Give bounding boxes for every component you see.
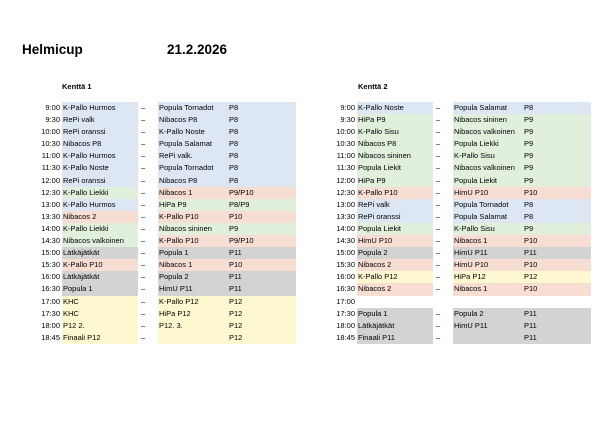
away-team: Popula Salamat: [453, 211, 521, 223]
away-team: Nibacos 1: [453, 283, 521, 295]
home-team: K-Pallo Liekki: [62, 187, 138, 199]
home-team: RePi oranssi: [357, 211, 433, 223]
match-level: P8: [521, 102, 591, 114]
home-team: K-Pallo P10: [357, 187, 433, 199]
match-dash: –: [436, 284, 441, 294]
match-time: 14:30: [336, 236, 355, 246]
away-team: K-Pallo P10: [158, 235, 226, 247]
match-time: 14:30: [41, 236, 60, 246]
match-level: P9/P10: [226, 187, 296, 199]
match-dash: –: [141, 199, 146, 209]
match-level: P8: [226, 102, 296, 114]
match-dash: –: [436, 236, 441, 246]
home-team: RePi valk: [357, 199, 433, 211]
match-level: P9: [521, 223, 591, 235]
home-team: K-Pallo Liekki: [62, 223, 138, 235]
away-team: HiPa P12: [158, 308, 226, 320]
match-time: 15:00: [336, 248, 355, 258]
tournament-name: Helmicup: [22, 42, 83, 57]
match-dash: –: [141, 332, 146, 342]
home-team: Popula 1: [62, 283, 138, 295]
match-level: P8: [226, 114, 296, 126]
match-level: P11: [226, 283, 296, 295]
match-time: 17:00: [336, 296, 355, 306]
match-dash: –: [436, 175, 441, 185]
away-team: Popula Liekki: [453, 138, 521, 150]
match-dash: –: [141, 223, 146, 233]
field-1-heading: Kenttä 1: [62, 82, 92, 91]
match-dash: –: [141, 211, 146, 221]
home-team: Nibacos P8: [357, 138, 433, 150]
home-team: Nibacos 2: [357, 283, 433, 295]
match-time: 16:00: [41, 272, 60, 282]
home-team: KHC: [62, 308, 138, 320]
match-level: P9: [521, 150, 591, 162]
match-dash: –: [141, 127, 146, 137]
home-team: Nibacos 2: [62, 211, 138, 223]
match-level: P11: [521, 247, 591, 259]
away-team: K-Pallo Sisu: [453, 223, 521, 235]
away-team: RePi valk.: [158, 150, 226, 162]
match-level: P9: [521, 138, 591, 150]
match-dash: –: [141, 308, 146, 318]
match-dash: –: [436, 211, 441, 221]
match-level: P8: [226, 150, 296, 162]
home-team: Finaali P12: [62, 332, 138, 344]
home-team: K-Pallo Noste: [357, 102, 433, 114]
match-dash: –: [141, 284, 146, 294]
match-time: 17:00: [41, 296, 60, 306]
home-team: Popula Liekit: [357, 223, 433, 235]
match-level: P8: [226, 126, 296, 138]
match-dash: –: [436, 127, 441, 137]
away-team: Nibacos valkoinen: [453, 126, 521, 138]
match-time: 9:00: [45, 103, 60, 112]
home-team: HiPa P9: [357, 175, 433, 187]
home-team: RePi oranssi: [62, 175, 138, 187]
away-team: Nibacos sininen: [158, 223, 226, 235]
match-time: 13:00: [336, 199, 355, 209]
match-time: 9:30: [45, 115, 60, 125]
match-dash: –: [141, 151, 146, 161]
away-team: Nibacos 1: [158, 187, 226, 199]
match-time: 14:00: [336, 223, 355, 233]
match-time: 9:30: [340, 115, 355, 125]
match-time: 18:45: [41, 332, 60, 342]
match-level: P9: [521, 175, 591, 187]
home-team: [357, 296, 433, 308]
tournament-date: 21.2.2026: [167, 42, 228, 57]
match-time: 10:00: [336, 127, 355, 137]
match-time: 10:00: [41, 127, 60, 137]
match-level: P10: [521, 259, 591, 271]
match-time: 18:00: [336, 320, 355, 330]
match-time: 11:30: [336, 163, 355, 173]
match-time: 16:30: [41, 284, 60, 294]
match-dash: –: [436, 139, 441, 149]
away-team: Popula Liekit: [453, 175, 521, 187]
home-team: K-Pallo P12: [357, 271, 433, 283]
match-time: 9:00: [340, 103, 355, 112]
match-dash: [436, 296, 444, 308]
away-team: K-Pallo Noste: [158, 126, 226, 138]
home-team: K-Pallo Hurmos: [62, 102, 138, 114]
match-level: P12: [521, 271, 591, 283]
match-time: 13:30: [336, 211, 355, 221]
away-team: Nibacos valkoinen: [453, 162, 521, 174]
match-dash: –: [436, 248, 441, 258]
match-time: 10:30: [336, 139, 355, 149]
home-team: K-Pallo P10: [62, 259, 138, 271]
home-team: K-Pallo Hurmos: [62, 199, 138, 211]
home-team: Lätkäjätkät: [62, 247, 138, 259]
match-time: 13:00: [41, 199, 60, 209]
match-level: P10: [521, 235, 591, 247]
match-dash: –: [436, 308, 441, 318]
match-level: P9: [521, 162, 591, 174]
match-level: P11: [521, 320, 591, 332]
match-level: P11: [521, 308, 591, 320]
home-team: Popula 1: [357, 308, 433, 320]
away-team: HiPa P9: [158, 199, 226, 211]
home-team: RePi oranssi: [62, 126, 138, 138]
home-team: Nibacos 2: [357, 259, 433, 271]
match-time: 12:00: [336, 175, 355, 185]
match-time: 10:30: [41, 139, 60, 149]
match-level: P11: [226, 247, 296, 259]
home-team: K-Pallo Noste: [62, 162, 138, 174]
home-team: Lätkäjätkät: [62, 271, 138, 283]
match-time: 16:30: [336, 284, 355, 294]
away-team: Nibacos P8: [158, 114, 226, 126]
match-level: P9: [521, 114, 591, 126]
match-level: P8/P9: [226, 199, 296, 211]
match-dash: –: [436, 260, 441, 270]
match-level: P11: [226, 271, 296, 283]
away-team: HimU P11: [453, 247, 521, 259]
match-level: P12: [226, 320, 296, 332]
away-team: HimU P11: [158, 283, 226, 295]
match-level: [521, 296, 591, 308]
away-team: Popula Salamat: [158, 138, 226, 150]
match-dash: –: [436, 163, 441, 173]
home-team: Popula 2: [357, 247, 433, 259]
away-team: HimU P10: [453, 259, 521, 271]
away-team: Popula Tornadot: [158, 102, 226, 114]
away-team: Popula 1: [158, 247, 226, 259]
match-dash: –: [141, 296, 146, 306]
match-dash: –: [141, 139, 146, 149]
match-time: 15:30: [336, 260, 355, 270]
match-dash: –: [436, 151, 441, 161]
match-time: 12:30: [41, 187, 60, 197]
home-team: Lätkäjätkät: [357, 320, 433, 332]
match-dash: –: [436, 320, 441, 330]
home-team: P12 2.: [62, 320, 138, 332]
away-team: [158, 332, 226, 344]
match-dash: –: [141, 260, 146, 270]
home-team: RePi valk: [62, 114, 138, 126]
match-time: 17:30: [41, 308, 60, 318]
away-team: Popula Salamat: [453, 102, 521, 114]
away-team: K-Pallo P12: [158, 296, 226, 308]
away-team: K-Pallo Sisu: [453, 150, 521, 162]
match-level: P10: [226, 259, 296, 271]
match-time: 18:00: [41, 320, 60, 330]
match-level: P12: [226, 308, 296, 320]
away-team: HimU P11: [453, 320, 521, 332]
match-time: 11:30: [41, 163, 60, 173]
match-dash: –: [141, 248, 146, 258]
away-team: HimU P10: [453, 187, 521, 199]
match-dash: –: [436, 223, 441, 233]
match-dash: –: [436, 199, 441, 209]
home-team: Nibacos sininen: [357, 150, 433, 162]
match-level: P9: [521, 126, 591, 138]
home-team: HiPa P9: [357, 114, 433, 126]
away-team: Popula 2: [453, 308, 521, 320]
match-dash: –: [141, 320, 146, 330]
away-team: P12. 3.: [158, 320, 226, 332]
match-time: 17:30: [336, 308, 355, 318]
match-time: 16:00: [336, 272, 355, 282]
match-level: P8: [521, 211, 591, 223]
match-dash: –: [141, 187, 146, 197]
home-team: K-Pallo Sisu: [357, 126, 433, 138]
home-team: HimU P10: [357, 235, 433, 247]
match-time: 15:00: [41, 248, 60, 258]
match-time: 11:00: [41, 151, 60, 161]
match-level: P9/P10: [226, 235, 296, 247]
away-team: Popula Tornadot: [453, 199, 521, 211]
home-team: Nibacos valkoinen: [62, 235, 138, 247]
away-team: Nibacos 1: [453, 235, 521, 247]
match-dash: –: [141, 115, 146, 125]
match-level: P10: [521, 283, 591, 295]
home-team: Popula Liekit: [357, 162, 433, 174]
match-time: 18:45: [336, 332, 355, 342]
match-dash: –: [436, 332, 441, 342]
match-dash: –: [141, 103, 146, 112]
match-dash: –: [141, 272, 146, 282]
home-team: Nibacos P8: [62, 138, 138, 150]
match-level: P11: [521, 332, 591, 344]
away-team: Popula Tornadot: [158, 162, 226, 174]
field-2-heading: Kenttä 2: [358, 82, 388, 91]
match-level: P12: [226, 296, 296, 308]
match-dash: –: [141, 163, 146, 173]
match-level: P8: [521, 199, 591, 211]
match-level: P8: [226, 138, 296, 150]
match-time: 12:30: [336, 187, 355, 197]
match-level: P8: [226, 162, 296, 174]
match-dash: –: [436, 103, 441, 112]
match-dash: –: [141, 175, 146, 185]
away-team: Nibacos 1: [158, 259, 226, 271]
match-dash: –: [141, 236, 146, 246]
match-dash: –: [436, 272, 441, 282]
match-level: P10: [521, 187, 591, 199]
away-team: [453, 332, 521, 344]
match-dash: –: [436, 115, 441, 125]
match-level: P9: [226, 223, 296, 235]
match-dash: –: [436, 187, 441, 197]
match-level: P8: [226, 175, 296, 187]
match-time: 13:30: [41, 211, 60, 221]
match-time: 12:00: [41, 175, 60, 185]
away-team: Nibacos sininen: [453, 114, 521, 126]
away-team: Nibacos P8: [158, 175, 226, 187]
match-level: P12: [226, 332, 296, 344]
home-team: K-Pallo Hurmos: [62, 150, 138, 162]
home-team: Finaali P11: [357, 332, 433, 344]
match-time: 15:30: [41, 260, 60, 270]
match-time: 11:00: [336, 151, 355, 161]
away-team: [453, 296, 521, 308]
match-time: 14:00: [41, 223, 60, 233]
away-team: K-Pallo P10: [158, 211, 226, 223]
match-level: P10: [226, 211, 296, 223]
away-team: HiPa P12: [453, 271, 521, 283]
away-team: Popula 2: [158, 271, 226, 283]
home-team: KHC: [62, 296, 138, 308]
